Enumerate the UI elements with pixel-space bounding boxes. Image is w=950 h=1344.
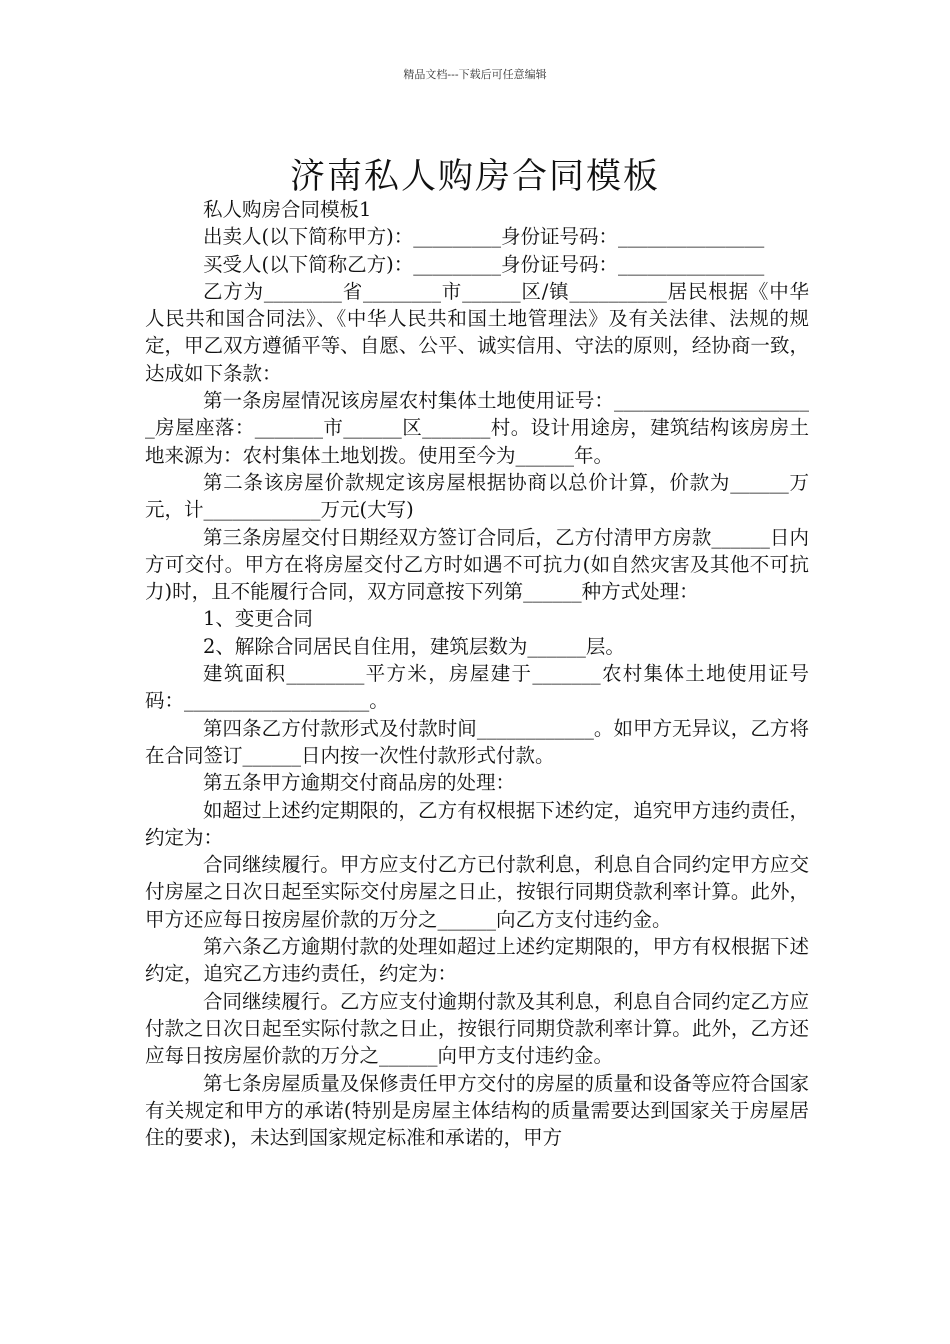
document-body [145,196,809,1151]
paragraph: 第三条房屋交付日期经双方签订合同后，乙方付清甲方房款______日内方可交付。甲方在将房屋交付乙方时如遇不可抗力(如自然灾害及其他不可抗力)时，且不能履行合同，双方同意按下列第______种方式处理： [145,525,809,604]
document-title: 济南私人购房合同模板 [289,157,660,198]
paragraph: 乙方为________省________市______区/镇__________居民根据《中华人民共和国合同法》、《中华人民共和国土地管理法》及有关法律、法规的规定，甲乙双方遵循平等、自愿、公平、诚实信用、守法的原则，经协商一致，达成如下条款： [145,279,809,385]
paragraph: 合同继续履行。甲方应支付乙方已付款利息，利息自合同约定甲方应交付房屋之日次日起至实际交付房屋之日止，按银行同期贷款利率计算。此外，甲方还应每日按房屋价款的万分之______向乙方支付违约金。 [145,853,809,931]
paragraph: 买受人(以下简称乙方)：_________身份证号码：_______________ [203,252,765,276]
paragraph: 合同继续履行。乙方应支付逾期付款及其利息，利息自合同约定乙方应付款之日次日起至实际付款之日止，按银行同期贷款利率计算。此外，乙方还应每日按房屋价款的万分之______向甲方支付违约金。 [145,989,809,1068]
paragraph: 第四条乙方付款形式及付款时间____________。如甲方无异议，乙方将在合同签订______日内按一次性付款形式付款。 [145,716,809,767]
paragraph: 私人购房合同模板1 [203,198,372,221]
paragraph: 第一条房屋情况该房屋农村集体土地使用证号：_____________________房屋座落：_______市______区_______村。设计用途房，建筑结构该房房土地来源为：农村集体土地划拨。使用至今为______年。 [145,389,809,467]
paragraph: 第七条房屋质量及保修责任甲方交付的房屋的质量和设备等应符合国家有关规定和甲方的承诺(特别是房屋主体结构的质量需要达到国家关于房屋居住的要求)，未达到国家规定标准和承诺的，甲方 [145,1071,809,1150]
paragraph: 第二条该房屋价款规定该房屋根据协商以总价计算，价款为______万元，计____________万元(大写) [145,470,809,522]
paragraph: 出卖人(以下简称甲方)：_________身份证号码：_______________ [203,225,765,249]
header-note: 精品文档---下载后可任意编辑 [403,68,547,81]
paragraph: 第五条甲方逾期交付商品房的处理： [203,771,516,795]
paragraph: 2、解除合同居民自住用，建筑层数为______层。 [203,634,625,658]
paragraph: 1、变更合同 [203,607,313,631]
paragraph: 如超过上述约定期限的，乙方有权根据下述约定，追究甲方违约责任，约定为： [145,798,809,849]
paragraph: 第六条乙方逾期付款的处理如超过上述约定期限的，甲方有权根据下述约定，追究乙方违约责任，约定为： [145,935,809,986]
paragraph: 建筑面积________平方米，房屋建于_______农村集体土地使用证号码：___________________。 [145,662,809,713]
